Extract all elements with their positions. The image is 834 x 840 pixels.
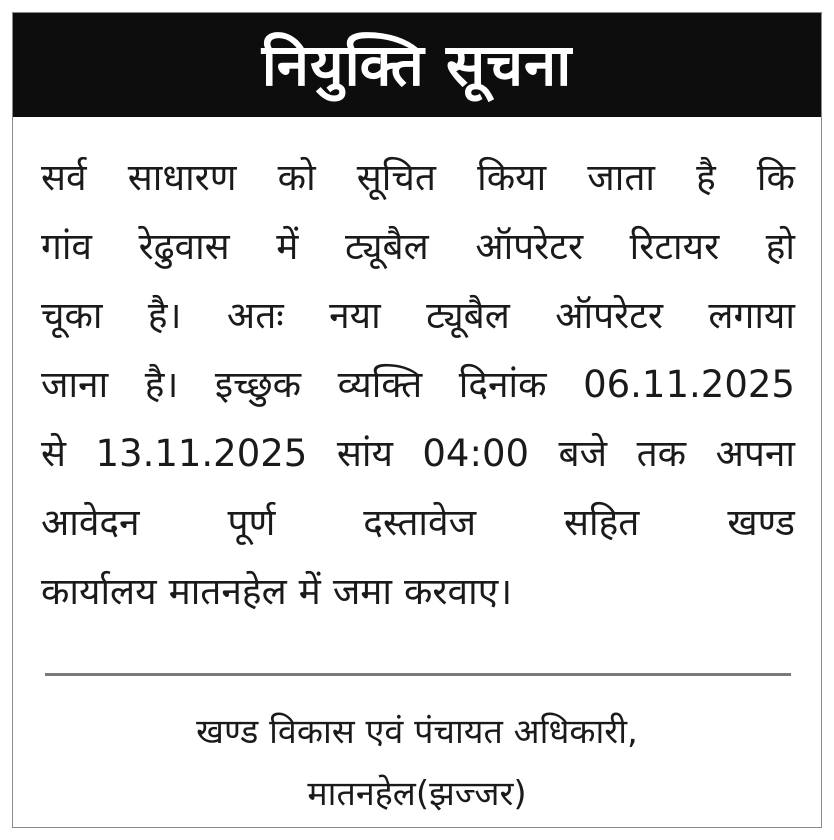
signature-location: मातनहेल(झज्जर) bbox=[307, 774, 527, 814]
body-word: कि bbox=[756, 156, 795, 199]
body-word: में bbox=[298, 570, 321, 613]
body-word: इच्छुक bbox=[214, 363, 302, 406]
body-line bbox=[41, 419, 795, 488]
body-word: से bbox=[41, 432, 67, 475]
body-word: है। bbox=[144, 363, 179, 406]
body-word: में bbox=[276, 225, 299, 268]
body-line bbox=[41, 281, 795, 350]
body-word: नया bbox=[329, 294, 381, 337]
body-word: करवाए। bbox=[403, 570, 513, 613]
body-word: सूचित bbox=[356, 156, 436, 199]
body-word: गांव bbox=[41, 225, 92, 268]
body-word: है। bbox=[147, 294, 182, 337]
body-line bbox=[41, 557, 795, 626]
body-word: पूर्ण bbox=[227, 501, 276, 544]
notice-body bbox=[41, 143, 795, 626]
notice-title: नियुक्ति सूचना bbox=[261, 31, 573, 99]
body-word: लगाया bbox=[708, 294, 795, 337]
body-word: सहित bbox=[564, 501, 640, 544]
body-word: अपना bbox=[715, 432, 795, 475]
notice-header bbox=[13, 13, 821, 117]
signature-designation: खण्ड विकास एवं पंचायत अधिकारी, bbox=[196, 712, 638, 752]
body-word: हो bbox=[765, 225, 795, 268]
divider bbox=[45, 673, 791, 676]
body-word: व्यक्ति bbox=[337, 363, 423, 406]
body-word: दस्तावेज bbox=[363, 501, 477, 544]
body-word: दिनांक bbox=[458, 363, 547, 406]
notice-box bbox=[12, 12, 822, 828]
signature-block bbox=[13, 701, 821, 825]
body-word: आवेदन bbox=[41, 501, 140, 544]
body-word: सर्व bbox=[41, 156, 87, 199]
body-word: 13.11.2025 bbox=[95, 432, 308, 475]
body-line bbox=[41, 212, 795, 281]
body-line bbox=[41, 143, 795, 212]
body-word: ऑपरेटर bbox=[555, 294, 664, 337]
body-word: कार्यालय bbox=[41, 570, 157, 613]
body-word: 06.11.2025 bbox=[583, 363, 795, 406]
body-word: जाता bbox=[587, 156, 655, 199]
body-word: किया bbox=[477, 156, 547, 199]
body-word: जाना bbox=[41, 363, 109, 406]
body-word: अतः bbox=[226, 294, 284, 337]
body-word: जमा bbox=[332, 570, 392, 613]
body-word: रेढुवास bbox=[138, 225, 230, 268]
body-word: तक bbox=[636, 432, 687, 475]
body-word: सांय bbox=[336, 432, 393, 475]
body-word: खण्ड bbox=[727, 501, 795, 544]
body-word: 04:00 bbox=[422, 432, 530, 475]
body-line bbox=[41, 488, 795, 557]
body-line bbox=[41, 350, 795, 419]
body-word: मातनहेल bbox=[168, 570, 287, 613]
body-word: है bbox=[696, 156, 716, 199]
body-word: ट्यूबैल bbox=[426, 294, 510, 337]
body-word: बजे bbox=[558, 432, 608, 475]
body-word: साधारण bbox=[127, 156, 237, 199]
body-word: ऑपरेटर bbox=[475, 225, 584, 268]
body-word: रिटायर bbox=[629, 225, 720, 268]
body-word: को bbox=[277, 156, 316, 199]
body-word: ट्यूबैल bbox=[344, 225, 429, 268]
body-word: चूका bbox=[41, 294, 103, 337]
